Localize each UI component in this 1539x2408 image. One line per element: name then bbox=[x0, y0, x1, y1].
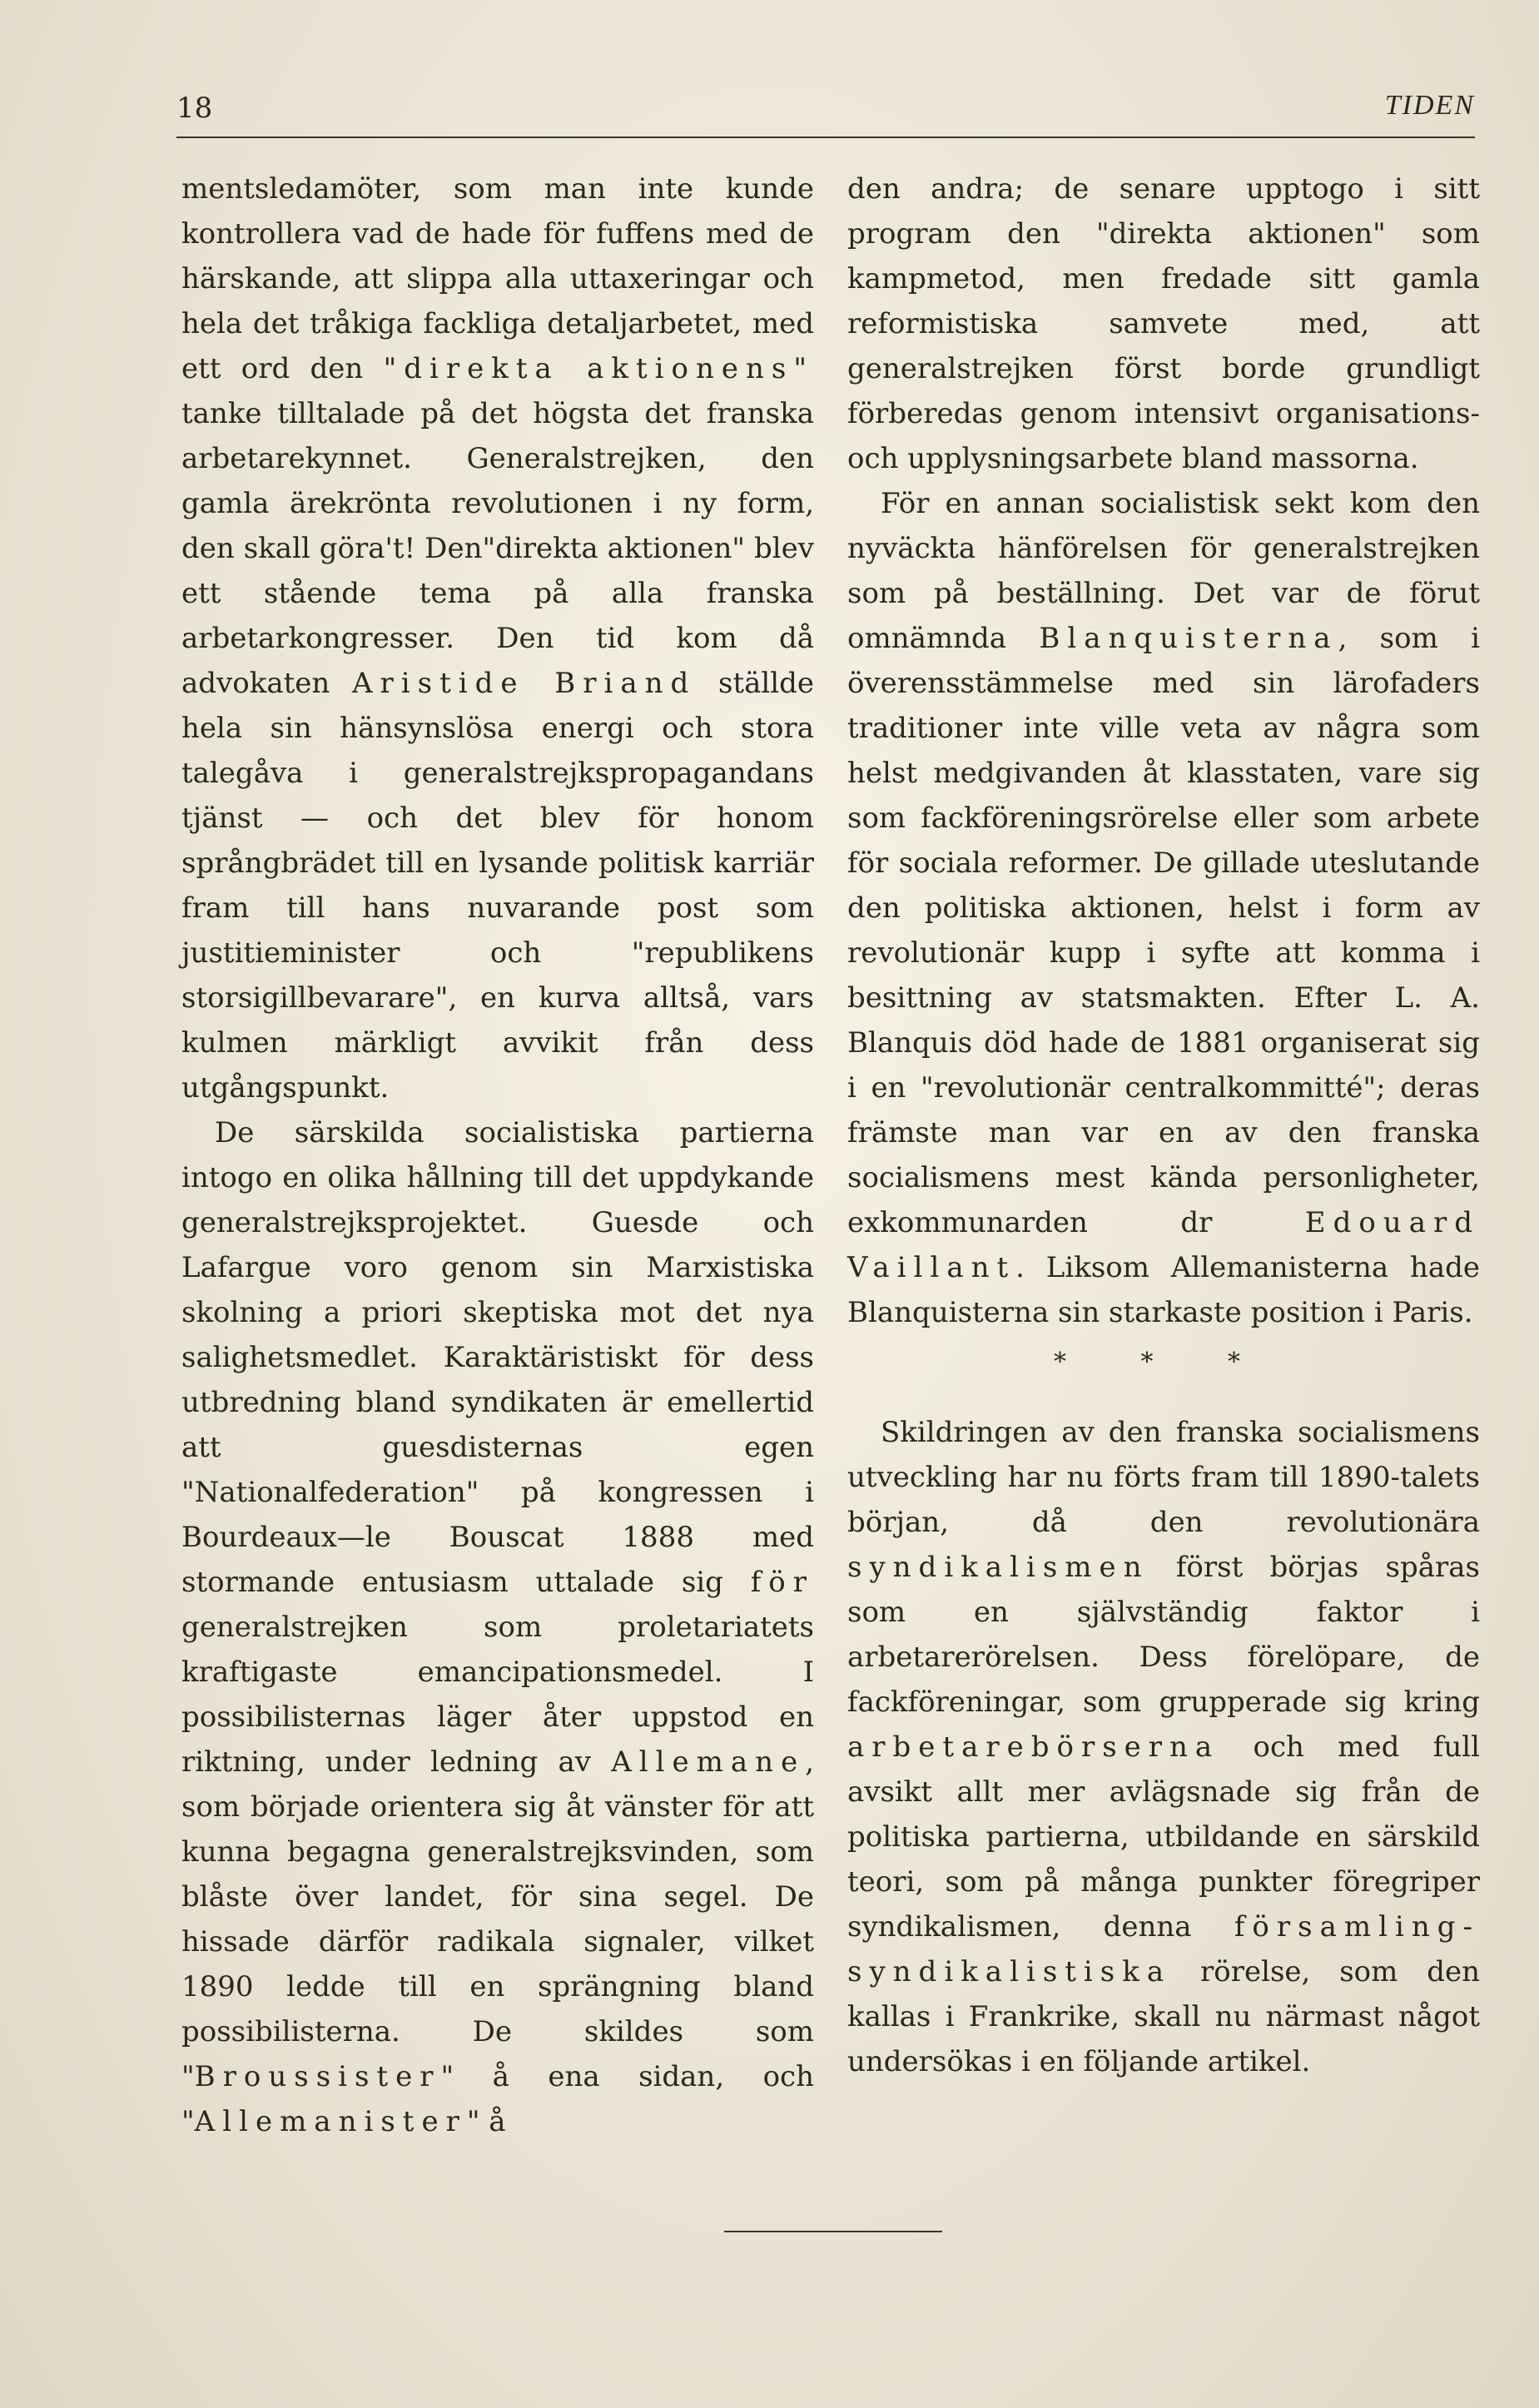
right-paragraph-2 bbox=[847, 481, 1480, 1335]
spaced-name-edouard-vaillant: Edouard Vaillant bbox=[847, 1206, 1480, 1284]
spaced-term-direkta-aktionens: "direkta aktionens" bbox=[383, 352, 814, 385]
right-paragraph-1: den andra; de senare upptogo i sitt program den "direkta aktionen" som kampmetod, men fredade sitt gamla reformistiska samvete med, att generalstrejken först borde grundligt förberedas genom intensivt organisations- och upplysningsarbete bland massorna. bbox=[847, 172, 1480, 475]
text-run: , som i överensstämmelse med sin lärofaders traditioner inte ville veta av några som helst medgivanden åt klasstaten, vare sig som fackföreningsrörelse eller som arbete för sociala reformer. De gillade uteslutande den politiska aktionen, helst i form av revolutionär kupp i syfte att komma i besittning av statsmakten. Efter L. A. Blanquis död hade de 1881 organiserat sig i en "revolutionär centralkommitté"; deras främste man var en av den franska socialismens mest kända personligheter, exkommunarden dr bbox=[847, 622, 1480, 1239]
text-run: . Liksom Allemanisterna hade Blanquisterna sin starkaste position i Paris. bbox=[847, 1251, 1480, 1329]
right-paragraph-3 bbox=[847, 1410, 1480, 2084]
page-header bbox=[176, 83, 1475, 142]
spaced-term-forsyndikalistiska: församling-syndikalistiska bbox=[847, 1910, 1480, 1988]
spaced-name-allemane: Allemane bbox=[611, 1745, 806, 1779]
left-paragraph-1 bbox=[181, 166, 814, 1110]
journal-title: TIDEN bbox=[1384, 90, 1475, 121]
text-run: tanke tilltalade på det högsta det franska arbetarekynnet. Generalstrejken, den gamla ärekrönta revolutionen i ny form, den skall göra't! Den"direkta aktionen" blev ett stående tema på alla franska arbetarkongresser. Den tid kom då advokaten bbox=[181, 397, 814, 700]
text-run: generalstrejken som proletariatets kraftigaste emancipationsmedel. I possibilisternas läger åter uppstod en riktning, under ledning av bbox=[181, 1611, 814, 1779]
text-run: " å ena sidan, och " bbox=[181, 2060, 814, 2138]
page-number: 18 bbox=[176, 92, 213, 125]
right-column bbox=[847, 166, 1480, 2084]
left-column bbox=[181, 166, 814, 2144]
text-run: För en annan socialistisk sekt kom den nyväckta hänförelsen för generalstrejken som på beställning. Det var de förut omnämnda bbox=[847, 487, 1480, 655]
spaced-term-allemanister: Allemanister bbox=[194, 2105, 467, 2138]
text-run: " å bbox=[466, 2105, 506, 2138]
text-run: Skildringen av den franska socialismens utveckling har nu förts fram till 1890-talets början, då den revolutionära bbox=[847, 1416, 1480, 1539]
spaced-term-arbetareborserna: arbetarebörserna bbox=[847, 1730, 1220, 1764]
spaced-term-syndikalismen: syndikalismen bbox=[847, 1551, 1149, 1584]
section-separator: * * * bbox=[1053, 1348, 1274, 1377]
text-run: mentsledamöter, som man inte kunde kontrollera vad de hade för fuffens med de härskande, att slippa alla uttaxeringar och hela det tråkiga fackliga detaljarbetet, med ett ord den bbox=[181, 172, 814, 385]
spaced-term-for: för bbox=[750, 1566, 814, 1599]
text-run: ställde hela sin hänsynslösa energi och stora talegåva i generalstrejkspropagandans tjänst — och det blev för honom språngbrädet till en lysande politisk karriär fram till hans nuvarande post som justitieminister och "republikens storsigillbevarare", en kurva alltså, vars kulmen märkligt avvikit från dess utgångspunkt. bbox=[181, 667, 815, 1105]
header-rule bbox=[176, 137, 1475, 138]
text-run: De särskilda socialistiska partierna intogo en olika hållning till det uppdykande generalstrejksprojektet. Guesde och Lafargue voro genom sin Marxistiska skolning a priori skeptiska mot det nya salighetsmedlet. Karaktäristiskt för dess utbredning bland syndikaten är emellertid att guesdisternas egen "Nationalfederation" på kongressen i Bourdeaux—le Bouscat 1888 med stormande entusiasm uttalade sig bbox=[181, 1116, 814, 1599]
left-paragraph-2 bbox=[181, 1110, 814, 2144]
spaced-term-broussister: Broussister bbox=[194, 2060, 441, 2093]
text-run: först börjas spåras som en självständig faktor i arbetarerörelsen. Dess förelöpare, de fackföreningar, som grupperade sig kring bbox=[847, 1551, 1480, 1719]
text-run: , som började orientera sig åt vänster för att kunna begagna generalstrejksvinden, som blåste över landet, för sina segel. De hissade därför radikala signaler, vilket 1890 ledde till en sprängning bland possibilisterna. De skildes som " bbox=[181, 1745, 814, 2093]
footer-rule bbox=[724, 2231, 942, 2232]
text-run: och med full avsikt allt mer avlägsnade sig från de politiska partierna, utbildande en särskild teori, som på många punkter föregriper syndikalismen, denna bbox=[847, 1730, 1480, 1944]
text-run: rörelse, som den kallas i Frankrike, skall nu närmast något undersökas i en följande artikel. bbox=[847, 1955, 1480, 2078]
spaced-name-aristide-briand: Aristide Briand bbox=[351, 667, 697, 700]
spaced-term-blanquisterna: Blanquisterna bbox=[1039, 622, 1338, 655]
